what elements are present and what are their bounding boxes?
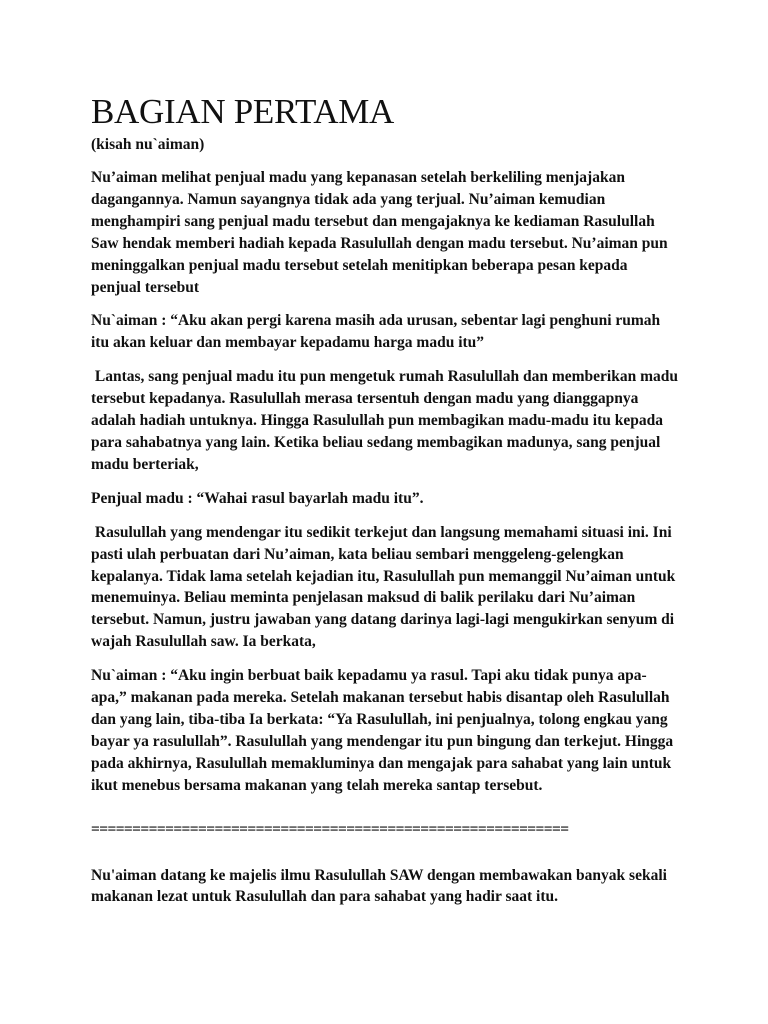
paragraph-closing: Nu'aiman datang ke majelis ilmu Rasulullah SAW dengan membawakan banyak sekali makanan lezat untuk Rasulullah dan para sahabat yang hadir saat itu. (91, 866, 671, 906)
document-subtitle: (kisah nu`aiman) (91, 136, 205, 153)
separator-line: ========================================================== (91, 820, 569, 838)
paragraph-2: Nu`aiman : “Aku akan pergi karena masih ada urusan, sebentar lagi penghuni rumah itu akan keluar dan membayar kepadamu harga madu itu” (91, 312, 665, 352)
paragraph-3: Lantas, sang penjual madu itu pun mengetuk rumah Rasulullah dan memberikan madu tersebut kepadanya. Rasulullah merasa tersentuh dengan madu yang dianggapnya adalah hadiah untuknya. Hingga Rasulullah pun membagikan madu-madu itu kepada para sahabatnya yang lain. Ketika beliau sedang membagikan madunya, sang penjual madu berteriak, (91, 368, 682, 473)
paragraph-6: Nu`aiman : “Aku ingin berbuat baik kepadamu ya rasul. Tapi aku tidak punya apa-apa,” makanan pada mereka. Setelah makanan tersebut habis disantap oleh Rasulullah dan yang lain, tiba-tiba Ia berkata: “Ya Rasulullah, ini penjualnya, tolong engkau yang bayar ya rasulullah”. Rasulullah yang mendengar itu pun bingung dan terkejut. Hingga pada akhirnya, Rasulullah memakluminya dan mengajak para sahabat yang lain untuk ikut menebus bersama makanan yang telah mereka santap tersebut. (91, 667, 677, 794)
document-title: BAGIAN PERTAMA (91, 92, 394, 131)
paragraph-1: Nu’aiman melihat penjual madu yang kepanasan setelah berkeliling menjajakan dagangannya. Namun sayangnya tidak ada yang terjual. Nu’aiman kemudian menghampiri sang penjual madu tersebut dan mengajaknya ke kediaman Rasulullah Saw hendak memberi hadiah kepada Rasulullah dengan madu tersebut. Nu’aiman pun meninggalkan penjual madu tersebut setelah menitipkan beberapa pesan kepada penjual tersebut (91, 169, 672, 296)
paragraph-4: Penjual madu : “Wahai rasul bayarlah madu itu”. (91, 489, 424, 507)
document-page (91, 92, 681, 908)
paragraph-5: Rasulullah yang mendengar itu sedikit terkejut dan langsung memahami situasi ini. Ini pasti ulah perbuatan dari Nu’aiman, kata beliau sembari menggeleng-gelengkan kepalanya. Tidak lama setelah kejadian itu, Rasulullah pun memanggil Nu’aiman untuk menemuinya. Beliau meminta penjelasan maksud di balik perilaku dari Nu’aiman tersebut. Namun, justru jawaban yang datang darinya lagi-lagi mengukirkan senyum di wajah Rasulullah saw. Ia berkata, (91, 523, 680, 651)
